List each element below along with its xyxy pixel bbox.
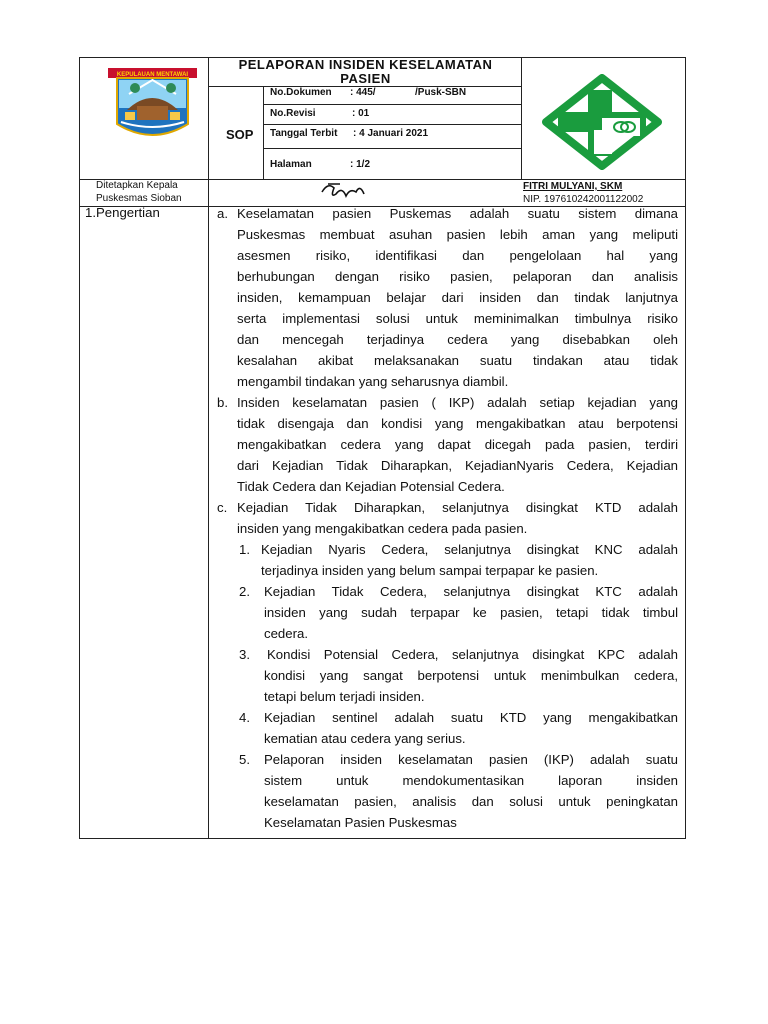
point-b-line: Insiden keselamatan pasien ( IKP) adalah setiap kejadian yang [237,395,678,410]
point-a-line: asesmen risiko, identifikasi dan pengelolaan hal yang [237,248,678,263]
item-line: Kejadian Nyaris Cedera, selanjutnya disingkat KNC adalah [261,542,678,557]
item-line: tetapi belum terjadi insiden. [264,689,425,704]
point-c-line: Kejadian Tidak Diharapkan, selanjutnya disingkat KTD adalah [237,500,678,515]
page-value: : 1/2 [350,159,371,170]
point-a-line: Puskesmas membuat asuhan pasien lebih aman yang meliputi [237,227,678,242]
point-b-line: tidak disengaja dan kondisi yang mengakibatkan atau berpotensi [237,416,678,431]
point-c-marker: c. [217,500,228,515]
item-number: 4. [239,710,250,725]
point-a-marker: a. [217,206,228,221]
point-a-line: kesalahan akibat melaksanakan suatu tindakan atau tidak [237,353,678,368]
item-number: 2. [239,584,250,599]
item-line: kematian atau cedera yang serius. [264,731,466,746]
item-line: Pelaporan insiden keselamatan pasien (IKP) adalah suatu [264,752,678,767]
point-a-line: Keselamatan pasien Puskemas adalah suatu sistem dimana [237,206,678,221]
point-c-line: insiden yang mengakibatkan cedera pada pasien. [237,521,528,536]
item-line: Kondisi Potensial Cedera, selanjutnya disingkat KPC adalah [267,647,678,662]
point-b-line: Tidak Cedera dan Kejadian Potensial Cedera. [237,479,505,494]
section-heading: 1.Pengertian [85,205,160,220]
set-by-line1: Ditetapkan Kepala [96,180,178,191]
point-a-line: berhubungan dengan risiko pasien, pelaporan dan analisis [237,269,678,284]
issued-value: : 4 Januari 2021 [353,128,429,139]
point-a-line: serta implementasi solusi untuk meminimalkan timbulnya risiko [237,311,678,326]
item-line: sistem untuk mendokumentasikan laporan insiden [264,773,678,788]
item-line: Kejadian sentinel adalah suatu KTD yang mengakibatkan [264,710,678,725]
signature [318,180,370,204]
page-label: Halaman [270,159,312,170]
item-line: terjadinya insiden yang belum sampai terpapar ke pasien. [261,563,599,578]
regency-banner-text: KEPULAUAN MENTAWAI [116,72,189,78]
signer-nip: NIP. 197610242001122002 [523,194,644,205]
item-line: Keselamatan Pasien Puskesmas [264,815,457,830]
set-by-line2: Puskesmas Sioban [96,193,182,204]
sop-label: SOP [226,127,254,142]
point-b-line: dari Kejadian Tidak Diharapkan, KejadianNyaris Cedera, Kejadian [237,458,678,473]
point-a-line: dan mencegah terjadinya cedera yang disebabkan oleh [237,332,678,347]
issued-label: Tanggal Terbit [270,128,338,139]
doc-number-value: : 445/ [350,87,376,98]
item-number: 1. [239,542,250,557]
point-b-marker: b. [217,395,228,410]
doc-number-label: No.Dokumen [270,87,332,98]
revision-label: No.Revisi [270,108,316,119]
item-line: Kejadian Tidak Cedera, selanjutnya disingkat KTC adalah [264,584,678,599]
point-a-line: mengambil tindakan yang seharusnya diambil. [237,374,509,389]
puskesmas-logo [542,74,662,170]
item-number: 5. [239,752,250,767]
doc-number-suffix: /Pusk-SBN [415,87,467,98]
point-a-line: insiden, kemampuan belajar dari insiden dan tindak lanjutnya [237,290,678,305]
regency-logo [105,66,200,146]
revision-value: : 01 [352,108,370,119]
item-line: insiden yang sudah terpapar ke pasien, tetapi tidak timbul [264,605,678,620]
item-line: cedera. [264,626,308,641]
item-line: keselamatan pasien, analisis dan solusi untuk peningkatan [264,794,678,809]
item-number: 3. [239,647,250,662]
point-b-line: mengakibatkan cedera yang dapat dicegah pada pasien, terdiri [237,437,678,452]
document-title: PELAPORAN INSIDEN KESELAMATAN PASIEN [238,57,493,86]
signer-name: FITRI MULYANI, SKM [523,181,623,192]
item-line: kondisi yang sangat berpotensi untuk menimbulkan cedera, [264,668,678,683]
